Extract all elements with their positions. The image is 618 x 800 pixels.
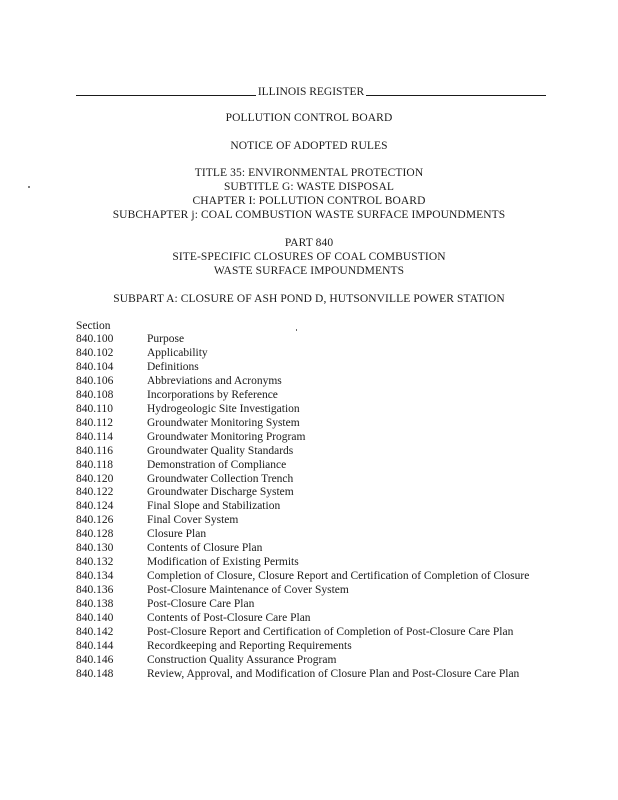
toc-row	[76, 654, 576, 668]
title-line: TITLE 35: ENVIRONMENTAL PROTECTION	[194, 167, 424, 179]
section-number: 840.122	[76, 486, 114, 499]
toc-row	[76, 473, 576, 487]
agency-name: POLLUTION CONTROL BOARD	[225, 112, 393, 124]
toc-row	[76, 333, 576, 347]
section-title: Contents of Post-Closure Care Plan	[147, 612, 311, 625]
table-of-contents	[76, 333, 576, 682]
section-title: Review, Approval, and Modification of Closure Plan and Post-Closure Care Plan	[147, 667, 520, 680]
section-number: 840.136	[76, 584, 114, 597]
toc-row	[76, 528, 576, 542]
section-title: Abbreviations and Acronyms	[147, 374, 282, 387]
section-number: 840.146	[76, 653, 114, 666]
section-number: 840.116	[76, 444, 113, 457]
section-title: Post-Closure Maintenance of Cover System	[147, 584, 349, 597]
section-title: Completion of Closure, Closure Report and Certification of Completion of Closure	[147, 570, 530, 583]
register-header	[76, 83, 546, 99]
toc-row	[76, 486, 576, 500]
section-number: 840.120	[76, 472, 114, 485]
section-number: 840.130	[76, 542, 114, 555]
section-number: 840.134	[76, 570, 114, 583]
section-title: Modification of Existing Permits	[147, 556, 299, 569]
section-title: Final Slope and Stabilization	[147, 500, 281, 513]
section-title: Groundwater Monitoring Program	[147, 430, 306, 443]
section-number: 840.110	[76, 402, 113, 415]
register-title: ILLINOIS REGISTER	[257, 86, 365, 98]
section-number: 840.100	[76, 333, 114, 345]
header-rule-right	[366, 95, 546, 96]
toc-row	[76, 640, 576, 654]
section-title: Groundwater Discharge System	[147, 486, 294, 499]
toc-row	[76, 612, 576, 626]
section-title: Hydrogeologic Site Investigation	[147, 402, 300, 415]
part-title-line-1: SITE-SPECIFIC CLOSURES OF COAL COMBUSTION	[172, 251, 446, 263]
section-number: 840.138	[76, 598, 114, 611]
section-number: 840.142	[76, 626, 114, 639]
section-number: 840.124	[76, 500, 114, 513]
toc-row	[76, 556, 576, 570]
section-title: Groundwater Monitoring System	[147, 416, 300, 429]
section-title: Demonstration of Compliance	[147, 458, 287, 471]
section-title: Post-Closure Care Plan	[147, 598, 255, 611]
toc-row	[76, 417, 576, 431]
section-column-label: Section	[76, 320, 111, 332]
toc-row	[76, 403, 576, 417]
section-number: 840.118	[76, 458, 113, 471]
section-title: Final Cover System	[147, 514, 239, 527]
subchapter-line: SUBCHAPTER j: COAL COMBUSTION WASTE SURFACE IMPOUNDMENTS	[112, 209, 506, 221]
section-title: Contents of Closure Plan	[147, 542, 263, 555]
section-title: Groundwater Collection Trench	[147, 472, 294, 485]
scan-speck	[28, 186, 30, 188]
toc-row	[76, 347, 576, 361]
notice-heading: NOTICE OF ADOPTED RULES	[230, 140, 388, 152]
toc-row	[76, 584, 576, 598]
section-title: Applicability	[147, 346, 208, 359]
subtitle-line: SUBTITLE G: WASTE DISPOSAL	[223, 181, 395, 193]
section-number: 840.106	[76, 374, 114, 387]
section-number: 840.148	[76, 667, 114, 680]
section-number: 840.128	[76, 528, 114, 541]
toc-row	[76, 626, 576, 640]
section-title: Recordkeeping and Reporting Requirements	[147, 639, 352, 652]
toc-row	[76, 431, 576, 445]
section-number: 840.108	[76, 388, 114, 401]
section-title: Post-Closure Report and Certification of Completion of Post-Closure Care Plan	[147, 626, 514, 639]
section-title: Incorporations by Reference	[147, 388, 278, 401]
toc-row	[76, 500, 576, 514]
part-title-line-2: WASTE SURFACE IMPOUNDMENTS	[213, 265, 405, 277]
section-number: 840.144	[76, 639, 114, 652]
section-number: 840.102	[76, 346, 114, 359]
section-number: 840.112	[76, 416, 113, 429]
toc-row	[76, 389, 576, 403]
section-number: 840.104	[76, 360, 114, 373]
section-title: Purpose	[147, 333, 185, 345]
toc-row	[76, 668, 576, 682]
scan-speck	[296, 329, 297, 331]
toc-row	[76, 542, 576, 556]
header-rule-left	[76, 95, 256, 96]
section-title: Groundwater Quality Standards	[147, 444, 294, 457]
toc-row	[76, 514, 576, 528]
section-number: 840.132	[76, 556, 114, 569]
toc-row	[76, 445, 576, 459]
toc-row	[76, 361, 576, 375]
section-number: 840.114	[76, 430, 113, 443]
toc-row	[76, 375, 576, 389]
toc-row	[76, 570, 576, 584]
subpart-heading: SUBPART A: CLOSURE OF ASH POND D, HUTSONVILLE POWER STATION	[113, 293, 505, 305]
section-number: 840.126	[76, 514, 114, 527]
section-title: Construction Quality Assurance Program	[147, 653, 337, 666]
toc-row	[76, 459, 576, 473]
section-title: Closure Plan	[147, 528, 207, 541]
toc-row	[76, 598, 576, 612]
section-number: 840.140	[76, 612, 114, 625]
chapter-line: CHAPTER I: POLLUTION CONTROL BOARD	[192, 195, 426, 207]
section-title: Definitions	[147, 360, 199, 373]
part-number: PART 840	[284, 237, 334, 249]
